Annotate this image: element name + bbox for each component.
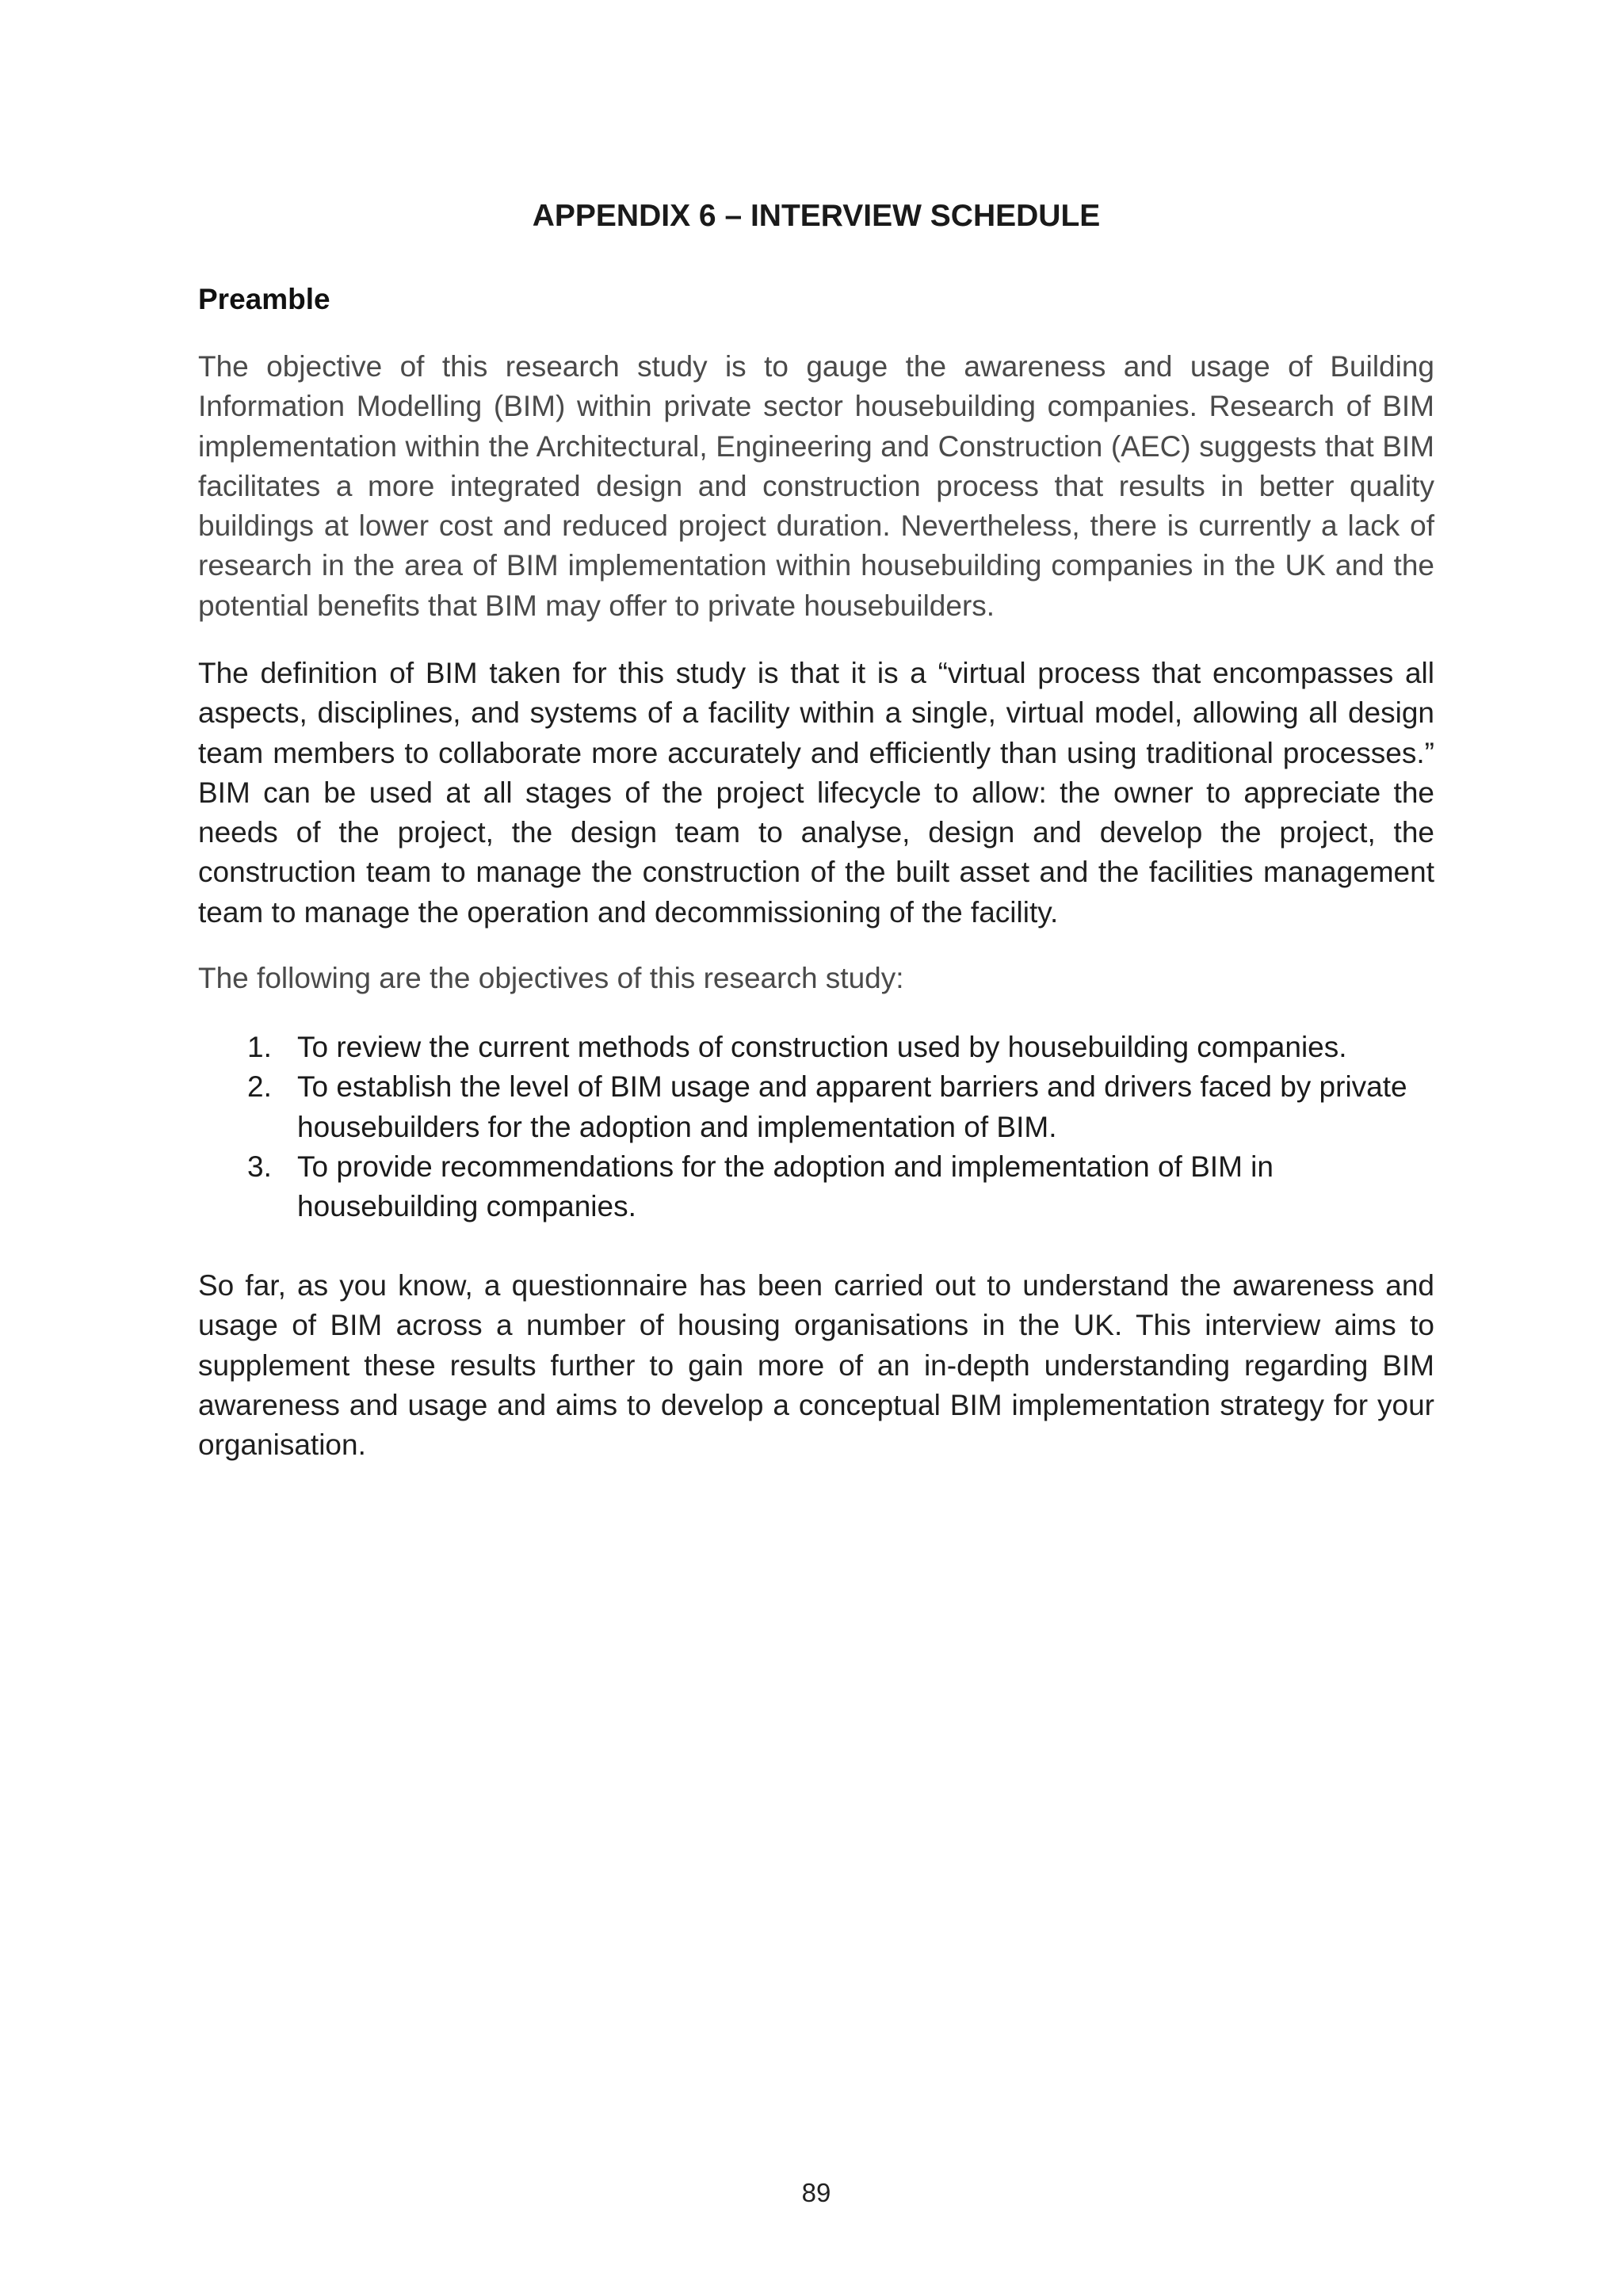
list-item-number: 1. [247,1031,272,1063]
list-item-number: 2. [247,1070,272,1104]
list-item-text: To review the current methods of construction used by housebuilding companies. [297,1031,1347,1063]
section-heading: Preamble [198,283,330,315]
paragraph-bim-definition: The definition of BIM taken for this study is that it is a “virtual process that encompasses all aspects, disciplines, and systems of a facility within a single, virtual model, allowing all design team members to collaborate more accurately and efficiently than using traditional processes.” BIM can be used at all stages of the project lifecycle to allow: the owner to appreciate the needs of the project, the design team to analyse, design and develop the project, the construction team to manage the construction of the built asset and the facilities management team to manage the operation and decommissioning of the facility. [198,657,1434,929]
list-item-text: To establish the level of BIM usage and apparent barriers and drivers faced by private housebuilders for the adoption and implementation of BIM. [297,1070,1407,1143]
list-item-text: To provide recommendations for the adoption and implementation of BIM in housebuilding companies. [297,1150,1274,1223]
list-item [198,1147,1434,1227]
paragraph-objectives-intro: The following are the objectives of this research study: [198,962,904,994]
paragraph-interview-aim: So far, as you know, a questionnaire has been carried out to understand the awareness and usage of BIM across a number of housing organisations in the UK. This interview aims to supplement these results further to gain more of an in-depth understanding regarding BIM awareness and usage and aims to develop a conceptual BIM implementation strategy for your organisation. [198,1269,1434,1462]
list-item [198,1067,1434,1147]
objectives-list [198,1028,1434,1226]
list-item-number: 3. [247,1150,272,1183]
paragraph-objective: The objective of this research study is to gauge the awareness and usage of Building Information Modelling (BIM) within private sector housebuilding companies. Research of BIM implementation within the Architectural, Engineering and Construction (AEC) suggests that BIM facilitates a more integrated design and construction process that results in better quality buildings at lower cost and reduced project duration. Nevertheless, there is currently a lack of research in the area of BIM implementation within housebuilding companies in the UK and the potential benefits that BIM may offer to private housebuilders. [198,350,1434,622]
document-page [198,0,1434,2296]
list-item [198,1028,1434,1067]
page-number: 89 [801,2178,831,2207]
page-title: APPENDIX 6 – INTERVIEW SCHEDULE [532,199,1101,233]
